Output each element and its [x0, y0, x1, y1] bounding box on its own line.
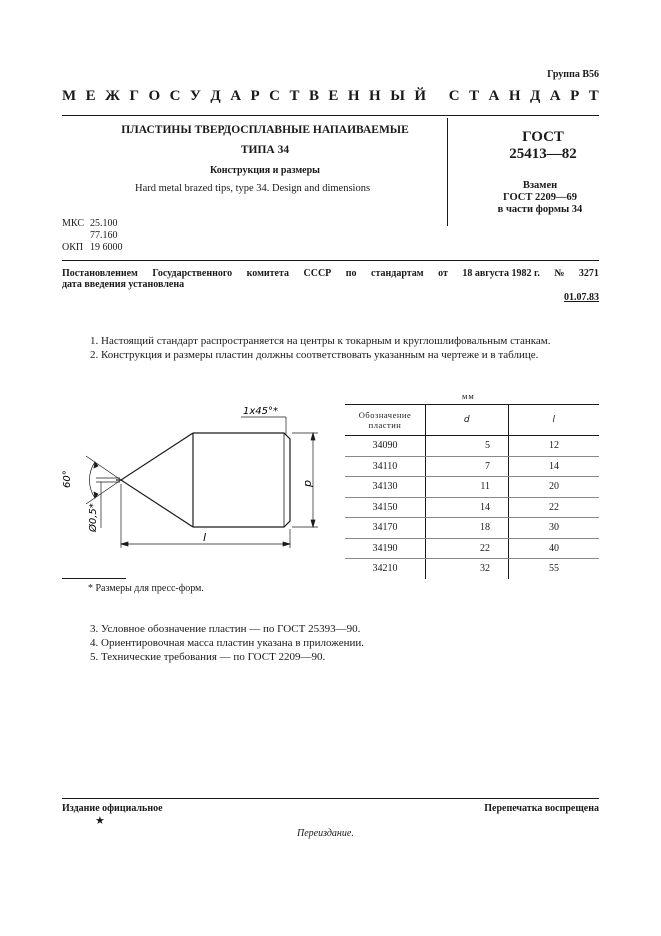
dim-d-label: d: [302, 480, 315, 487]
heading-letter: Ы: [390, 88, 405, 104]
cell-d: 14: [426, 497, 509, 518]
cell-designation: 34150: [345, 497, 426, 518]
header-d: d: [426, 405, 509, 436]
cell-l: 12: [509, 436, 600, 457]
heading-letter: Н: [508, 88, 521, 104]
heading-letter: Е: [328, 88, 339, 104]
cell-d: 5: [426, 436, 509, 457]
heading-letter: О: [148, 88, 161, 104]
heading-letter: Г: [129, 88, 139, 104]
paragraph-2: 2. Конструкция и размеры пластин должны соответствовать указанным на чертеже и в таблице.: [90, 349, 539, 361]
decree-block: [62, 268, 599, 290]
cell-d: 18: [426, 518, 509, 539]
group-code: Группа В56: [547, 69, 599, 80]
decree-word: стандартам: [371, 268, 424, 279]
code-row: [62, 242, 123, 254]
table-row: [345, 456, 599, 477]
decree-word: 3271: [578, 268, 599, 279]
code-value: 77.160: [90, 230, 118, 241]
footnote: * Размеры для пресс-форм.: [88, 583, 204, 594]
chamfer-label: 1x45°*: [243, 406, 279, 417]
heading-letter: А: [230, 88, 242, 104]
table-row: [345, 518, 599, 539]
title-english: Hard metal brazed tips, type 34. Design and dimensions: [135, 183, 371, 194]
title-line-2: ТИПА 34: [240, 144, 290, 156]
table-row: [345, 477, 599, 498]
classification-codes: [62, 218, 123, 254]
cell-d: 32: [426, 559, 509, 579]
replace-ref: ГОСТ 2209—69: [503, 192, 577, 203]
heading-letter: М: [62, 88, 77, 104]
heading-letter: Д: [210, 88, 221, 104]
code-key: МКС: [62, 218, 84, 229]
heading-letter: Д: [530, 88, 541, 104]
title-subtitle: Конструкция и размеры: [210, 165, 320, 176]
code-row: [62, 230, 123, 242]
cell-l: 20: [509, 477, 600, 498]
heading-letter: С: [269, 88, 280, 104]
heading-letter: Т: [469, 88, 480, 104]
cell-designation: 34190: [345, 538, 426, 559]
gost-number: 25413—82: [509, 146, 577, 162]
table-row: [345, 497, 599, 518]
cell-l: 14: [509, 456, 600, 477]
heading-letter: Н: [369, 88, 381, 104]
decree-rule: [62, 260, 599, 261]
title-line-1: ПЛАСТИНЫ ТВЕРДОСПЛАВНЫЕ НАПАИВАЕМЫЕ: [121, 124, 409, 136]
cell-d: 7: [426, 456, 509, 477]
decree-word: Постановлением: [62, 268, 138, 279]
decree-word: №: [554, 268, 565, 279]
heading-letter: Т: [289, 88, 300, 104]
cone-lower: [121, 480, 193, 527]
cell-d: 22: [426, 538, 509, 559]
code-value: 25.100: [90, 218, 118, 229]
paragraph-5: 5. Технические требования — по ГОСТ 2209—90.: [90, 651, 326, 663]
heading-letter: Н: [347, 88, 360, 104]
decree-line-2: дата введения установлена: [62, 279, 185, 290]
table-header-row: [345, 405, 599, 436]
heading-letter: А: [488, 88, 500, 104]
cell-designation: 34170: [345, 518, 426, 539]
cell-l: 22: [509, 497, 600, 518]
decree-word: комитета: [246, 268, 290, 279]
interstate-standard-heading: [62, 88, 599, 105]
tip-label: Ø0,5*: [88, 503, 99, 532]
paragraph-3: 3. Условное обозначение пластин — по ГОСТ 25393—90.: [90, 623, 361, 635]
cell-d: 11: [426, 477, 509, 498]
footnote-rule: [62, 578, 126, 579]
decree-word: Государственного: [152, 268, 233, 279]
dimensions-table: [345, 404, 599, 579]
dim-l-label: l: [203, 531, 207, 544]
footer-rule: [62, 798, 599, 799]
cell-designation: 34110: [345, 456, 426, 477]
title-divider: [447, 118, 448, 226]
heading-letter: В: [308, 88, 319, 104]
header-l: l: [509, 405, 600, 436]
cell-designation: 34090: [345, 436, 426, 457]
heading-letter: Й: [414, 88, 427, 104]
angle-label: 60°: [62, 470, 73, 488]
heading-letter: Т: [588, 88, 599, 104]
table-row: [345, 436, 599, 457]
decree-word: по: [345, 268, 357, 279]
table-unit: мм: [462, 391, 475, 401]
cell-l: 40: [509, 538, 600, 559]
cell-designation: 34210: [345, 559, 426, 579]
heading-letter: А: [549, 88, 561, 104]
table-row: [345, 559, 599, 579]
replace-scope: в части формы 34: [497, 204, 583, 215]
heading-letter: Ж: [105, 88, 120, 104]
edition-label: Издание официальное: [62, 803, 163, 814]
heading-letter: Р: [570, 88, 580, 104]
heading-letter: [436, 88, 440, 105]
code-value: 19 6000: [90, 242, 123, 253]
heading-letter: У: [189, 88, 201, 104]
paragraph-1: 1. Настоящий стандарт распространяется на центры к токарным и круглошлифовальным станкам.: [90, 335, 551, 347]
replace-label: Взамен: [522, 180, 558, 191]
header-rule: [62, 115, 599, 116]
reissue-label: Переиздание.: [297, 828, 354, 839]
reprint-notice: Перепечатка воспрещена: [484, 803, 599, 814]
header-designation: Обозначение пластин: [345, 405, 426, 436]
heading-letter: С: [448, 88, 460, 104]
cell-l: 30: [509, 518, 600, 539]
decree-word: от: [438, 268, 448, 279]
table-row: [345, 538, 599, 559]
paragraph-4: 4. Ориентировочная масса пластин указана в приложении.: [90, 637, 364, 649]
gost-label: ГОСТ: [522, 129, 564, 145]
decree-word: 18 августа 1982 г.: [462, 268, 540, 279]
heading-letter: С: [169, 88, 181, 104]
tip-drawing: [56, 396, 326, 556]
heading-letter: Е: [85, 88, 96, 104]
decree-word: СССР: [303, 268, 332, 279]
cell-l: 55: [549, 563, 559, 575]
code-key: ОКП: [62, 242, 84, 253]
code-row: [62, 218, 123, 230]
decree-line-1: [62, 268, 599, 279]
introduction-date: 01.07.83: [564, 292, 599, 303]
star-icon: ★: [95, 815, 105, 827]
cell-designation: 34130: [345, 477, 426, 498]
heading-letter: Р: [250, 88, 260, 104]
cone-upper: [121, 433, 193, 480]
body-outline: [193, 433, 290, 527]
